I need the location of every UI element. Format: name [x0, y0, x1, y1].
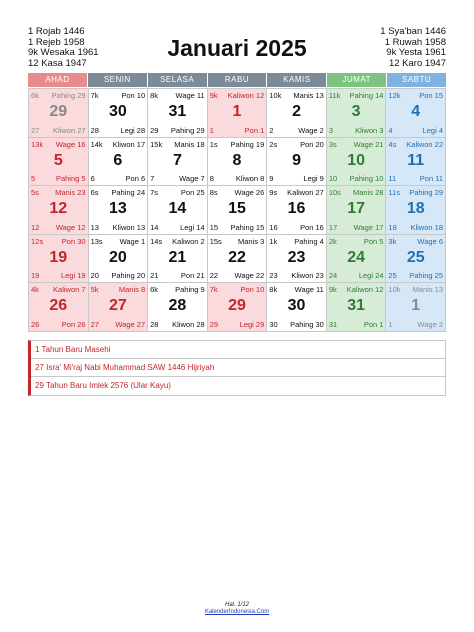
- pasaran-day-code: 5s: [31, 188, 39, 198]
- day-cell[interactable]: [29, 235, 89, 284]
- pasaran-top-label: Kaliwon 12: [346, 285, 384, 295]
- day-cell[interactable]: [267, 235, 327, 284]
- pasaran-bottom-label: Legi 9: [303, 174, 324, 184]
- day-cell[interactable]: [89, 89, 149, 138]
- pasaran-bottom-label: Pon 1: [244, 125, 265, 135]
- javanese-day-number: 9: [269, 174, 274, 184]
- day-number: 15: [228, 200, 246, 218]
- day-cell[interactable]: [29, 283, 89, 332]
- day-number: 22: [228, 248, 246, 266]
- pasaran-top-label: Wage 1: [119, 236, 146, 246]
- pasaran-bottom-label: Kliwon 3: [355, 125, 384, 135]
- pasaran-top-label: Kliwon 17: [112, 139, 146, 149]
- pasaran-day-code: 1s: [209, 139, 218, 149]
- day-number: 29: [228, 297, 246, 315]
- pasaran-bottom-label: Pahing 20: [111, 271, 146, 281]
- day-cell[interactable]: [327, 186, 387, 235]
- pasaran-day-code: 6s: [90, 188, 99, 198]
- day-cell[interactable]: [267, 138, 327, 187]
- javanese-day-number: 1: [209, 125, 214, 135]
- pasaran-day-code: 9s: [269, 188, 278, 198]
- day-number: 11: [407, 151, 425, 169]
- day-number: 29: [49, 103, 68, 120]
- javanese-day-number: 28: [90, 125, 99, 135]
- pasaran-day-code: 13k: [31, 139, 44, 149]
- pasaran-day-code: 8s: [209, 188, 218, 198]
- day-number: 16: [287, 200, 306, 218]
- javanese-day-number: 30: [269, 319, 278, 329]
- day-cell[interactable]: [29, 89, 89, 138]
- day-number: 10: [347, 151, 366, 169]
- day-cell[interactable]: [327, 138, 387, 187]
- javanese-day-number: 5: [31, 174, 36, 184]
- pasaran-bottom-label: Wage 12: [55, 222, 86, 232]
- holiday-note: 29 Tahun Baru Imlek 2576 (Ular Kayu): [35, 381, 171, 390]
- day-cell[interactable]: [386, 89, 446, 138]
- pasaran-day-code: 14k: [90, 139, 103, 149]
- pasaran-bottom-label: Pon 21: [180, 271, 205, 281]
- pasaran-bottom-label: Kliwon 8: [235, 174, 265, 184]
- pasaran-bottom-label: Pon 26: [61, 319, 86, 329]
- day-cell[interactable]: [327, 235, 387, 284]
- weekday-sabtu: SABTU: [387, 73, 446, 87]
- javanese-day-number: 12: [31, 222, 40, 232]
- pasaran-top-label: Pahing 24: [111, 188, 146, 198]
- day-cell[interactable]: [208, 138, 268, 187]
- day-number: 23: [287, 248, 306, 266]
- day-number: 26: [49, 297, 68, 315]
- pasaran-day-code: 2k: [328, 236, 337, 246]
- pasaran-day-code: 12s: [31, 236, 44, 246]
- day-cell[interactable]: [386, 235, 446, 284]
- javanese-day-number: 8: [209, 174, 214, 184]
- page-footer: [0, 602, 474, 616]
- day-number: 28: [168, 297, 187, 315]
- day-cell[interactable]: [89, 283, 149, 332]
- javanese-day-number: 2: [269, 125, 274, 135]
- pasaran-day-code: 10k: [269, 91, 282, 100]
- pasaran-top-label: Wage 26: [234, 188, 265, 198]
- pasaran-day-code: 5k: [90, 285, 99, 295]
- day-cell[interactable]: [208, 235, 268, 284]
- day-number: 12: [49, 200, 68, 218]
- pasaran-top-label: Pahing 29: [409, 188, 443, 198]
- pasaran-day-code: 6k: [150, 285, 159, 295]
- javanese-day-number: 25: [388, 271, 397, 281]
- day-cell[interactable]: [327, 89, 387, 138]
- pasaran-bottom-label: Wage 27: [115, 319, 146, 329]
- pasaran-bottom-label: Wage 17: [353, 222, 384, 232]
- pasaran-bottom-label: Kliwon 18: [410, 222, 443, 232]
- month-title: Januari 2025: [167, 35, 307, 61]
- javanese-day-number: 27: [31, 125, 40, 135]
- pasaran-top-label: Kaliwon 7: [53, 285, 86, 295]
- pasaran-top-label: Manis 13: [412, 285, 443, 295]
- pasaran-day-code: 9k: [328, 285, 337, 295]
- javanese-day-number: 21: [150, 271, 159, 281]
- weekday-ahad: AHAD: [28, 73, 88, 87]
- javanese-day-number: 20: [90, 271, 99, 281]
- day-number: 9: [292, 151, 302, 169]
- weekday-jumat: JUMAT: [327, 73, 387, 87]
- pasaran-top-label: Pahing 19: [230, 139, 265, 149]
- pasaran-day-code: 2s: [269, 139, 278, 149]
- pasaran-day-code: 13s: [90, 236, 103, 246]
- pasaran-top-label: Wage 11: [294, 285, 324, 295]
- pasaran-top-label: Manis 28: [352, 188, 384, 198]
- pasaran-top-label: Manis 3: [238, 236, 265, 246]
- holiday-list: [28, 340, 446, 396]
- javanese-day-number: 3: [328, 125, 334, 135]
- pasaran-top-label: Kaliwon 2: [172, 236, 205, 246]
- pasaran-bottom-label: Legi 14: [180, 222, 205, 232]
- pasaran-bottom-label: Kliwon 23: [291, 271, 324, 281]
- weekday-selasa: SELASA: [148, 73, 208, 87]
- day-number: 4: [411, 103, 421, 120]
- javanese-day-number: 29: [209, 319, 219, 329]
- javanese-day-number: 14: [150, 222, 159, 232]
- left-date-line: 12 Kasa 1947: [28, 57, 87, 69]
- day-cell[interactable]: [386, 138, 446, 187]
- pasaran-day-code: 11k: [328, 91, 341, 100]
- pasaran-bottom-label: Legi 29: [239, 319, 265, 329]
- day-cell[interactable]: [148, 89, 208, 138]
- right-date-line: 12 Karo 1947: [388, 57, 446, 69]
- day-cell[interactable]: [208, 89, 268, 138]
- javanese-day-number: 31: [328, 319, 338, 329]
- day-number: 8: [232, 151, 242, 169]
- right-date-line: 1 Ruwah 1958: [384, 36, 446, 48]
- pasaran-day-code: 9k: [209, 91, 218, 100]
- day-cell[interactable]: [148, 235, 208, 284]
- day-number: 14: [168, 200, 187, 218]
- pasaran-bottom-label: Kliwon 27: [53, 125, 86, 135]
- pasaran-bottom-label: Legi 19: [60, 271, 86, 281]
- day-number: 7: [172, 151, 182, 169]
- pasaran-bottom-label: Wage 7: [179, 174, 205, 184]
- day-number: 20: [108, 248, 127, 266]
- pasaran-bottom-label: Pon 6: [125, 174, 146, 184]
- pasaran-bottom-label: Legi 24: [358, 271, 384, 281]
- javanese-day-number: 24: [328, 271, 338, 281]
- javanese-day-number: 13: [90, 222, 99, 232]
- pasaran-bottom-label: Pon 16: [300, 222, 324, 232]
- pasaran-bottom-label: Wage 2: [298, 125, 324, 135]
- pasaran-top-label: Pon 30: [61, 236, 86, 246]
- javanese-day-number: 17: [328, 222, 338, 232]
- weekday-senin: SENIN: [88, 73, 148, 87]
- right-date-line: 1 Sya'ban 1446: [380, 26, 446, 37]
- pasaran-top-label: Manis 8: [118, 285, 146, 295]
- pasaran-day-code: 6k: [31, 91, 39, 100]
- weekday-header-row: [28, 73, 446, 87]
- pasaran-bottom-label: Legi 28: [120, 125, 146, 135]
- day-number: 30: [108, 103, 127, 120]
- pasaran-bottom-label: Wage 22: [234, 271, 265, 281]
- left-date-line: 1 Rojab 1446: [28, 26, 85, 37]
- day-number: 31: [347, 297, 366, 315]
- day-number: 5: [53, 151, 63, 169]
- day-cell[interactable]: [89, 235, 149, 284]
- day-cell[interactable]: [29, 138, 89, 187]
- day-number: 1: [411, 297, 421, 315]
- pasaran-day-code: 10k: [388, 285, 401, 295]
- day-number: 18: [406, 200, 425, 218]
- pasaran-top-label: Pon 15: [419, 91, 443, 100]
- pasaran-bottom-label: Kliwon 28: [172, 319, 205, 329]
- day-number: 30: [287, 297, 306, 315]
- javanese-day-number: 26: [31, 319, 40, 329]
- pasaran-day-code: 4k: [31, 285, 39, 295]
- day-number: 25: [406, 248, 425, 266]
- day-cell[interactable]: [208, 186, 268, 235]
- pasaran-day-code: 8k: [269, 285, 278, 295]
- day-cell[interactable]: [386, 283, 446, 332]
- pasaran-day-code: 3k: [388, 236, 397, 246]
- day-cell[interactable]: [208, 283, 268, 332]
- holiday-note: 27 Isra' Mi'raj Nabi Muhammad SAW 1446 Hijriyah: [31, 359, 445, 377]
- day-cell[interactable]: [267, 186, 327, 235]
- javanese-day-number: 10: [328, 174, 338, 184]
- pasaran-top-label: Wage 16: [55, 139, 86, 149]
- pasaran-day-code: 4s: [388, 139, 397, 149]
- calendar-header: [28, 27, 446, 69]
- pasaran-day-code: 14s: [150, 236, 163, 246]
- pasaran-top-label: Pahing 4: [294, 236, 324, 246]
- day-cell[interactable]: [148, 138, 208, 187]
- left-date-line: 1 Rejeb 1958: [28, 36, 85, 48]
- pasaran-day-code: 1k: [269, 236, 278, 246]
- day-cell[interactable]: [89, 186, 149, 235]
- pasaran-bottom-label: Pahing 10: [349, 174, 384, 184]
- day-number: 31: [168, 103, 187, 120]
- day-number: 24: [347, 248, 366, 266]
- pasaran-top-label: Wage 11: [175, 91, 205, 100]
- pasaran-day-code: 7k: [209, 285, 218, 295]
- day-cell[interactable]: [267, 283, 327, 332]
- day-cell[interactable]: [148, 186, 208, 235]
- pasaran-bottom-label: Pahing 30: [290, 319, 324, 329]
- javanese-day-number: 18: [388, 222, 397, 232]
- page-number: Hal. 1/12: [224, 602, 249, 608]
- pasaran-top-label: Kaliwon 27: [287, 188, 324, 198]
- pasaran-day-code: 15s: [209, 236, 222, 246]
- day-number: 19: [49, 248, 68, 266]
- day-number: 2: [292, 103, 302, 120]
- day-cell[interactable]: [386, 186, 446, 235]
- javanese-day-number: 16: [269, 222, 278, 232]
- pasaran-bottom-label: Kliwon 13: [112, 222, 146, 232]
- pasaran-bottom-label: Pahing 15: [230, 222, 265, 232]
- pasaran-top-label: Pon 25: [180, 188, 205, 198]
- pasaran-day-code: 15k: [150, 139, 163, 149]
- day-number: 1: [232, 103, 242, 120]
- pasaran-top-label: Pahing 29: [51, 91, 86, 100]
- day-cell[interactable]: [148, 283, 208, 332]
- pasaran-bottom-label: Pahing 25: [409, 271, 443, 281]
- left-date-line: 9k Wesaka 1961: [28, 47, 99, 58]
- pasaran-day-code: 3s: [328, 139, 337, 149]
- day-cell[interactable]: [89, 138, 149, 187]
- weekday-kamis: KAMIS: [267, 73, 327, 87]
- javanese-day-number: 23: [269, 271, 278, 281]
- pasaran-top-label: Manis 13: [293, 91, 324, 100]
- pasaran-top-label: Pahing 9: [175, 285, 205, 295]
- javanese-day-number: 29: [150, 125, 159, 135]
- day-cell[interactable]: [29, 186, 89, 235]
- day-number: 3: [351, 103, 361, 120]
- pasaran-day-code: 7k: [90, 91, 99, 100]
- pasaran-bottom-label: Wage 2: [417, 319, 443, 329]
- pasaran-top-label: Pon 20: [300, 139, 324, 149]
- javanese-day-number: 7: [150, 174, 155, 184]
- javanese-day-number: 11: [388, 174, 397, 184]
- day-cell[interactable]: [267, 89, 327, 138]
- javanese-day-number: 4: [388, 125, 393, 135]
- pasaran-top-label: Kaliwon 22: [406, 139, 443, 149]
- calendar-grid: [28, 88, 446, 332]
- pasaran-day-code: 11s: [388, 188, 400, 198]
- header-right-dates: [380, 27, 446, 69]
- pasaran-day-code: 12k: [388, 91, 401, 100]
- javanese-day-number: 27: [90, 319, 99, 329]
- pasaran-top-label: Kaliwon 12: [227, 91, 265, 100]
- pasaran-top-label: Wage 6: [417, 236, 443, 246]
- pasaran-bottom-label: Pon 11: [419, 174, 443, 184]
- pasaran-top-label: Pon 10: [121, 91, 146, 100]
- weekday-rabu: RABU: [208, 73, 268, 87]
- pasaran-bottom-label: Pahing 29: [170, 125, 205, 135]
- pasaran-bottom-label: Pon 1: [363, 319, 384, 329]
- pasaran-top-label: Manis 23: [55, 188, 86, 198]
- pasaran-top-label: Pon 5: [363, 236, 384, 246]
- day-number: 13: [108, 200, 127, 218]
- javanese-day-number: 1: [388, 319, 393, 329]
- javanese-day-number: 22: [209, 271, 219, 281]
- javanese-day-number: 15: [209, 222, 219, 232]
- website-link[interactable]: KalenderIndonesia.Com: [204, 609, 270, 615]
- pasaran-top-label: Wage 21: [353, 139, 384, 149]
- pasaran-top-label: Manis 18: [174, 139, 205, 149]
- pasaran-day-code: 7s: [150, 188, 159, 198]
- pasaran-bottom-label: Pahing 5: [55, 174, 86, 184]
- pasaran-day-code: 8k: [150, 91, 159, 100]
- day-number: 27: [108, 297, 127, 315]
- pasaran-bottom-label: Legi 4: [422, 125, 443, 135]
- javanese-day-number: 19: [31, 271, 40, 281]
- day-number: 21: [168, 248, 187, 266]
- javanese-day-number: 6: [90, 174, 95, 184]
- pasaran-day-code: 10s: [328, 188, 341, 198]
- javanese-day-number: 28: [150, 319, 159, 329]
- day-cell[interactable]: [327, 283, 387, 332]
- day-number: 17: [347, 200, 366, 218]
- pasaran-top-label: Pahing 14: [349, 91, 384, 100]
- right-date-line: 9k Yesta 1961: [386, 47, 446, 58]
- holiday-note: 1 Tahun Baru Masehi: [31, 341, 445, 359]
- day-number: 6: [113, 151, 123, 169]
- pasaran-top-label: Pon 10: [240, 285, 265, 295]
